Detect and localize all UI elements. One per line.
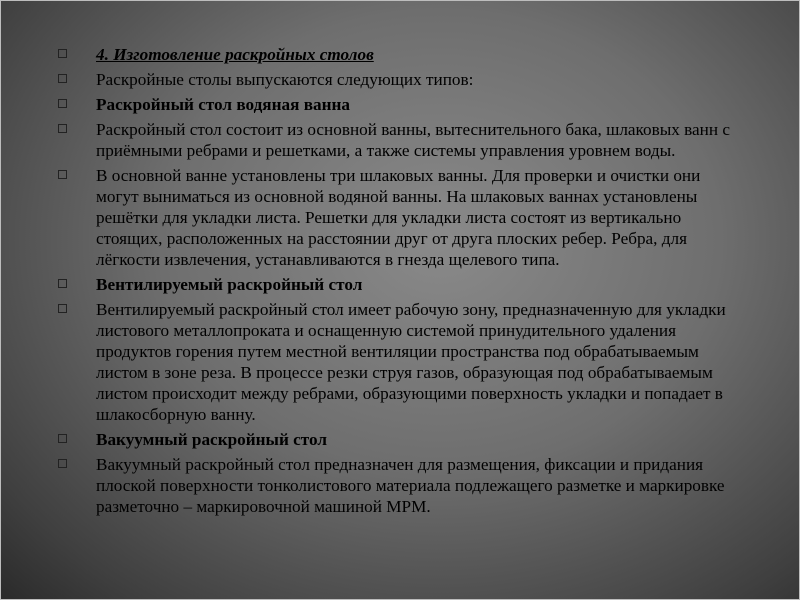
square-bullet-icon [58,434,67,443]
list-item-title [58,44,738,65]
water-table-paragraph-1: Раскройный стол состоит из основной ванны, вытеснительного бака, шлаковых ванн с приёмными ребрами и решетками, а также системы управления уровнем воды. [96,120,730,160]
square-bullet-icon [58,279,67,288]
vent-table-heading: Вентилируемый раскройный стол [96,275,363,294]
list-item-vacuum-table-heading [58,429,738,450]
list-item-water-table-heading [58,94,738,115]
list-item-intro [58,69,738,90]
square-bullet-icon [58,99,67,108]
square-bullet-icon [58,170,67,179]
square-bullet-icon [58,124,67,133]
vacuum-table-heading: Вакуумный раскройный стол [96,430,328,449]
square-bullet-icon [58,74,67,83]
list-item-water-table-desc1 [58,119,738,161]
section-title: 4. Изготовление раскройных столов [96,45,374,64]
list-item-water-table-desc2 [58,165,738,270]
vent-table-paragraph: Вентилируемый раскройный стол имеет рабочую зону, предназначенную для укладки листового металлопроката и оснащенную системой принудительного удаления продуктов горения путем местной вентиляции пространства под обрабатываемым листом в зоне реза. В процессе резки струя газов, образующая под обрабатываемым листом происходит между ребрами, образующими поверхность укладки и попадает в шлакосборную ванну. [96,300,726,424]
intro-text: Раскройные столы выпускаются следующих типов: [96,70,474,89]
water-table-paragraph-2: В основной ванне установлены три шлаковых ванны. Для проверки и очистки они могут выниматься из основной водяной ванны. На шлаковых ваннах установлены решётки для укладки листа. Решетки для укладки листа состоят из вертикально стоящих, расположенных на расстоянии друг от друга плоских ребер. Ребра, для лёгкости извлечения, устанавливаются в гнезда щелевого типа. [96,166,701,269]
square-bullet-icon [58,49,67,58]
square-bullet-icon [58,459,67,468]
list-item-vacuum-table-desc [58,454,738,517]
list-item-vent-table-heading [58,274,738,295]
water-table-heading: Раскройный стол водяная ванна [96,95,350,114]
slide-content [58,44,738,521]
vacuum-table-paragraph: Вакуумный раскройный стол предназначен для размещения, фиксации и придания плоской поверхности тонколистового материала подлежащего разметке и маркировке разметочно – маркировочной машиной МРМ. [96,455,725,516]
list-item-vent-table-desc [58,299,738,425]
square-bullet-icon [58,304,67,313]
